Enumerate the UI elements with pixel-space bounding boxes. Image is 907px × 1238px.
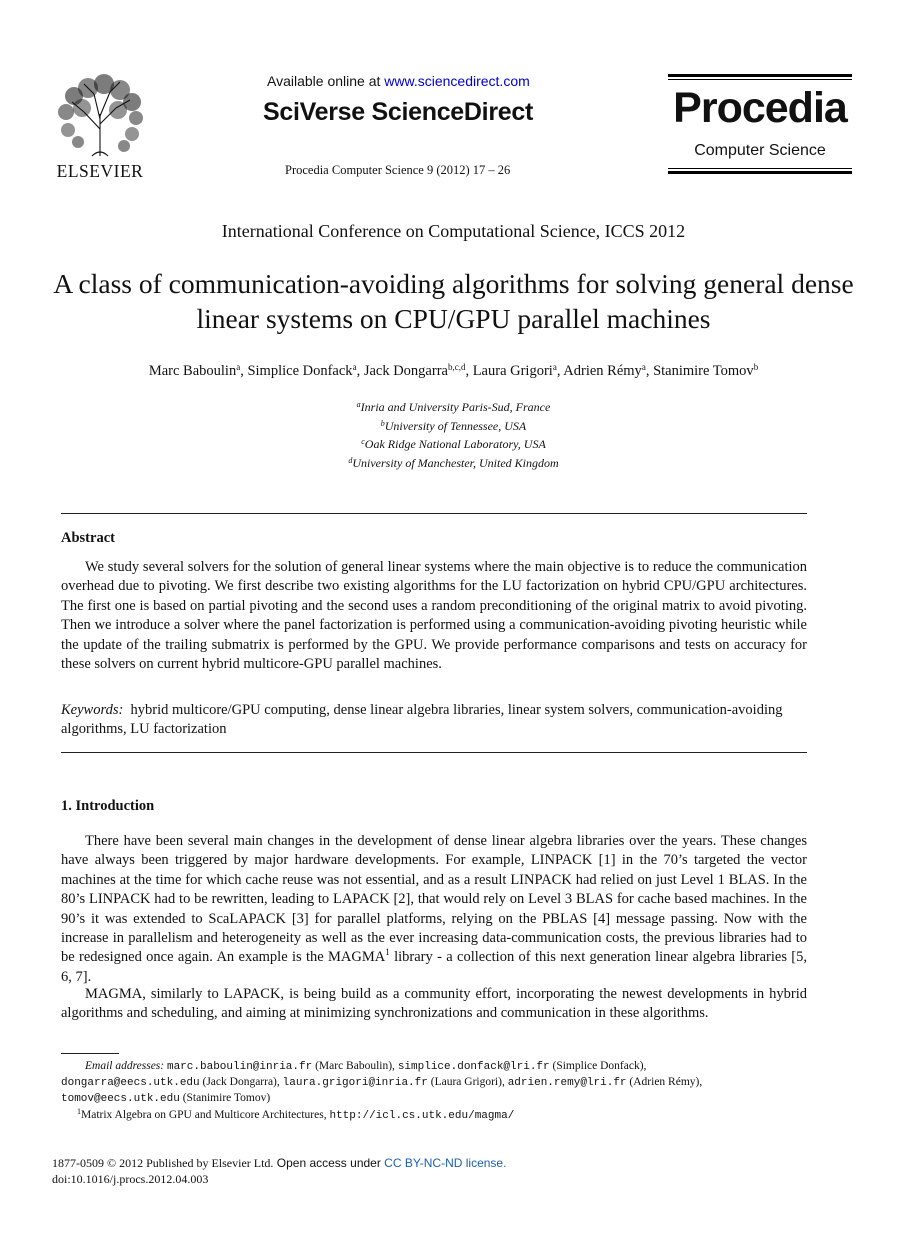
- journal-citation: Procedia Computer Science 9 (2012) 17 – 26: [285, 163, 511, 177]
- footnote-1: [61, 1104, 807, 1124]
- author-list: Marc Baboulin$^a$, Simplice Donfack$^a$, Jack Dongarra$^{b,c,d}$, Laura Grigori$^a$, Adrien Rémy$^a$, Stanimire Tomov$^b$: [148, 362, 759, 379]
- email-owner: (Simplice Donfack),: [552, 1060, 647, 1072]
- author-name: Simplice Donfack: [247, 363, 353, 379]
- procedia-wordmark: Procedia: [673, 84, 847, 132]
- email-address[interactable]: dongarra@eecs.utk.edu: [61, 1077, 200, 1090]
- keywords-label: Keywords:: [61, 702, 124, 718]
- intro-p1-tail: library - a collection of this next generation linear algebra libraries [5, 6, 7].: [61, 949, 808, 985]
- doi-line: doi:10.1016/j.procs.2012.04.003: [52, 1172, 209, 1186]
- intro-paragraph-2: [61, 985, 807, 1024]
- abstract-text: [61, 558, 807, 674]
- affiliation-item: [0, 416, 907, 435]
- author-name: Jack Dongarra: [363, 363, 448, 379]
- affiliation-mark: d: [348, 455, 353, 465]
- affiliation-item: [0, 397, 907, 416]
- elsevier-wordmark: ELSEVIER: [56, 161, 144, 181]
- author-name: Marc Baboulin: [148, 363, 237, 379]
- keywords: [61, 701, 807, 740]
- elsevier-logo: [50, 74, 150, 179]
- affiliation-text: Oak Ridge National Laboratory, USA: [364, 437, 546, 451]
- author-affil-mark: a: [641, 362, 646, 372]
- procedia-rule-top: [668, 74, 852, 77]
- conference-name: International Conference on Computational Science, ICCS 2012: [221, 221, 686, 241]
- author-affil-mark: b: [753, 362, 759, 372]
- affiliation-item: [0, 434, 907, 453]
- author-affil-mark: a: [236, 362, 241, 372]
- intro-paragraph-1: [61, 832, 807, 987]
- issn-copyright: 1877-0509 © 2012 Published by Elsevier Ltd.: [52, 1156, 274, 1170]
- procedia-subtitle: Computer Science: [694, 142, 826, 159]
- available-online: [267, 73, 530, 89]
- footnote-text: Matrix Algebra on GPU and Multicore Architectures,: [81, 1109, 330, 1121]
- procedia-logo: [668, 74, 852, 174]
- email-label: Email addresses:: [85, 1060, 165, 1072]
- footnote-mark: 1: [77, 1107, 81, 1116]
- email-owner: (Adrien Rémy),: [629, 1076, 703, 1089]
- footnote-emails: [61, 1059, 807, 1108]
- sciencedirect-link[interactable]: www.sciencedirect.com: [384, 73, 530, 89]
- section-heading-introduction: 1. Introduction: [61, 798, 155, 814]
- procedia-rule-bottom: [668, 171, 852, 174]
- affiliation-mark: b: [380, 418, 385, 428]
- abstract-rule-bottom: [61, 752, 807, 753]
- email-owner: (Laura Grigori),: [430, 1076, 505, 1089]
- sciverse-logo: SciVerse ScienceDirect: [263, 98, 533, 126]
- elsevier-tree-icon: [54, 74, 146, 158]
- affiliation-text: University of Tennessee, USA: [384, 418, 527, 433]
- magma-url[interactable]: http://icl.cs.utk.edu/magma/: [329, 1110, 515, 1122]
- abstract-heading: Abstract: [61, 530, 115, 546]
- author-affil-mark: a: [552, 362, 557, 372]
- email-address[interactable]: adrien.remy@lri.fr: [507, 1077, 627, 1090]
- license-link[interactable]: CC BY-NC-ND license.: [384, 1156, 507, 1170]
- email-owner: (Marc Baboulin),: [315, 1060, 395, 1072]
- intro-p1-text: There have been several main changes in the development of dense linear algebra libraries over the years. These changes have always been triggered by major hardware developments. For example, LINPACK [1] in the 70’s targeted the vector machines at the time for which cache reuse was not essential, and as a result LINPACK had relied on just Level 1 BLAS. In the 80’s LINPACK had to be rewritten, leading to LAPACK [2], that would rely on Level 3 BLAS for cache based machines. In the 90’s it was extended to ScaLAPACK [3] for parallel platforms, relying on the PBLAS [4] message passing. Now with the increase in parallelism and heterogeneity as well as the ever increasing data-communication costs, the previous libraries had to be redesigned once again. An example is the MAGMA: [61, 833, 807, 966]
- copyright-line: [52, 1155, 506, 1171]
- keywords-list: hybrid multicore/GPU computing, dense linear algebra libraries, linear system solvers, communication-avoiding algorithms, LU factorization: [61, 702, 783, 738]
- affiliation-text: University of Manchester, United Kingdom: [352, 455, 559, 470]
- abstract-rule-top: [61, 513, 807, 514]
- paper-title: A class of communication-avoiding algorithms for solving general dense linear systems on CPU/GPU parallel machines: [53, 268, 854, 334]
- procedia-rule-top-thin: [668, 79, 852, 80]
- available-prefix: Available online at: [267, 73, 385, 89]
- email-owner: (Jack Dongarra),: [202, 1076, 280, 1089]
- email-address[interactable]: marc.baboulin@inria.fr: [166, 1061, 313, 1073]
- open-access-label: Open access under: [273, 1156, 385, 1170]
- author-name: Adrien Rémy: [563, 363, 642, 379]
- affiliation-mark: c: [361, 437, 365, 446]
- email-address[interactable]: laura.grigori@inria.fr: [282, 1077, 428, 1090]
- author-affil-mark: a: [352, 362, 357, 372]
- affiliation-item: [0, 453, 907, 472]
- intro-p2-text: MAGMA, similarly to LAPACK, is being build as a community effort, incorporating the newest developments in hybrid algorithms and scheduling, and aiming at minimizing synchronizations and communication in these algorithms.: [61, 986, 807, 1022]
- email-address[interactable]: simplice.donfack@lri.fr: [397, 1061, 550, 1073]
- abstract-body: We study several solvers for the solution of general linear systems where the main objective is to reduce the communication overhead due to pivoting. We first describe two existing algorithms for the LU factorization on hybrid CPU/GPU architectures. The first one is based on partial pivoting and the second uses a random preconditioning of the original matrix to avoid pivoting. Then we introduce a solver where the panel factorization is performed using a communication-avoiding pivoting heuristic while the update of the trailing submatrix is performed by the GPU. We provide performance comparisons and tests on accuracy for these solvers on current hybrid multicore-GPU parallel machines.: [61, 559, 807, 673]
- affiliation-mark: a: [356, 400, 361, 409]
- author-affil-mark: b,c,d: [447, 362, 466, 372]
- author-name: Laura Grigori: [472, 363, 553, 379]
- affiliation-list: [0, 397, 907, 471]
- email-owner: (Stanimire Tomov): [182, 1092, 271, 1105]
- footnote-rule: [61, 1053, 119, 1054]
- procedia-rule-bottom-thin: [668, 168, 852, 169]
- email-address[interactable]: tomov@eecs.utk.edu: [61, 1093, 180, 1106]
- author-name: Stanimire Tomov: [653, 363, 754, 379]
- affiliation-text: Inria and University Paris-Sud, France: [360, 400, 551, 414]
- footnote-mark: 1: [385, 947, 390, 958]
